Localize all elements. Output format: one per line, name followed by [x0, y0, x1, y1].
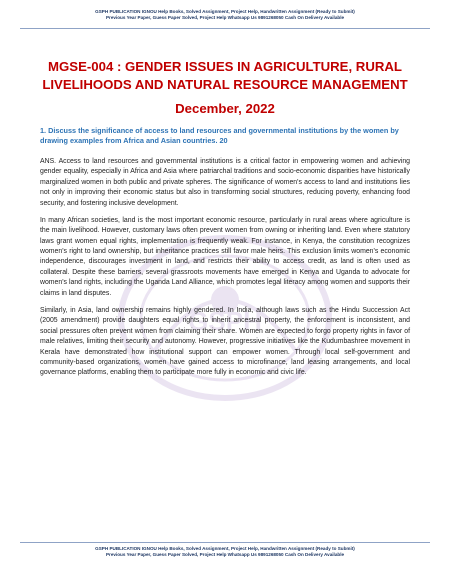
footer-line-2: Previous Year Paper, Guess Paper Solved, Project Help Whatsapp Us 9891268050 Cash On Delivery Available: [105, 552, 345, 557]
answer-paragraph-1: ANS. Access to land resources and governmental institutions is a critical factor in empowering women and achieving gender equality, especially in Africa and Asia where patriarchal traditions and socio-economic disparities have historically marginalized women in both public and private spheres. The significance of women's access to land and institutions lies not only in improving their economic status but also in transforming social structures, reducing poverty, enhancing food security, and fostering inclusive development.: [40, 158, 410, 207]
answer-paragraph-2: In many African societies, land is the most important economic resource, particularly in rural areas where agriculture is the main livelihood. However, customary laws often prevent women from owning or inheriting land. Even where statutory laws grant women equal rights, implementation is frequently weak. For instance, in Kenya, the constitution recognizes women's right to land ownership, but inheritance practices still favor male heirs. This exclusion limits women's economic independence, discourages investment in land, and restricts their ability to access credit, as land is often used as collateral. Despite these barriers, several grassroots movements have emerged in Kenya and Uganda to advocate for women's land rights, including the Uganda Land Alliance, which promotes legal literacy among women and supports their claims in land disputes.: [40, 216, 410, 297]
paper-title: MGSE-004 : GENDER ISSUES IN AGRICULTURE, RURAL LIVELIHOODS AND NATURAL RESOURCE MANAGEMENT: [42, 59, 408, 92]
answer-body: [40, 157, 410, 386]
page-header: [20, 9, 430, 21]
header-line-2: Previous Year Paper, Guess Paper Solved, Project Help Whatsapp Us 9891268050 Cash On Delivery Available: [105, 15, 345, 20]
page-footer: [20, 546, 430, 558]
answer-paragraph-3: Similarly, in Asia, land ownership remains highly gendered. In India, although laws such as the Hindu Succession Act (2005 amendment) provide daughters equal rights to inherit ancestral property, the enforcement is inconsistent, and social pressures often prevent women from claiming their share. Women are expected to forgo property rights in favor of male relatives, limiting their security and autonomy. However, progressive initiatives like the Kudumbashree movement in Kerala have demonstrated how institutional support can empower women. Through local self-government and community-based organizations, women have gained access to microfinance, land leasing arrangements, and local governance platforms, enabling them to participate more fully in economic and civic life.: [40, 306, 410, 377]
footer-divider: [20, 542, 430, 543]
header-line-1: GSPH PUBLICATION IGNOU Help Books, Solved Assignment, Project Help, Handwritten Assignment (Ready to Submit): [95, 9, 355, 14]
watermark-text: GSPH: [188, 306, 262, 336]
exam-date: December, 2022: [175, 101, 275, 116]
question-1: 1. Discuss the significance of access to land resources and governmental institutions by the women by drawing examples from Africa and Asian countries. 20: [40, 126, 399, 145]
header-divider: [20, 28, 430, 29]
footer-line-1: GSPH PUBLICATION IGNOU Help Books, Solved Assignment, Project Help, Handwritten Assignment (Ready to Submit): [95, 546, 355, 551]
